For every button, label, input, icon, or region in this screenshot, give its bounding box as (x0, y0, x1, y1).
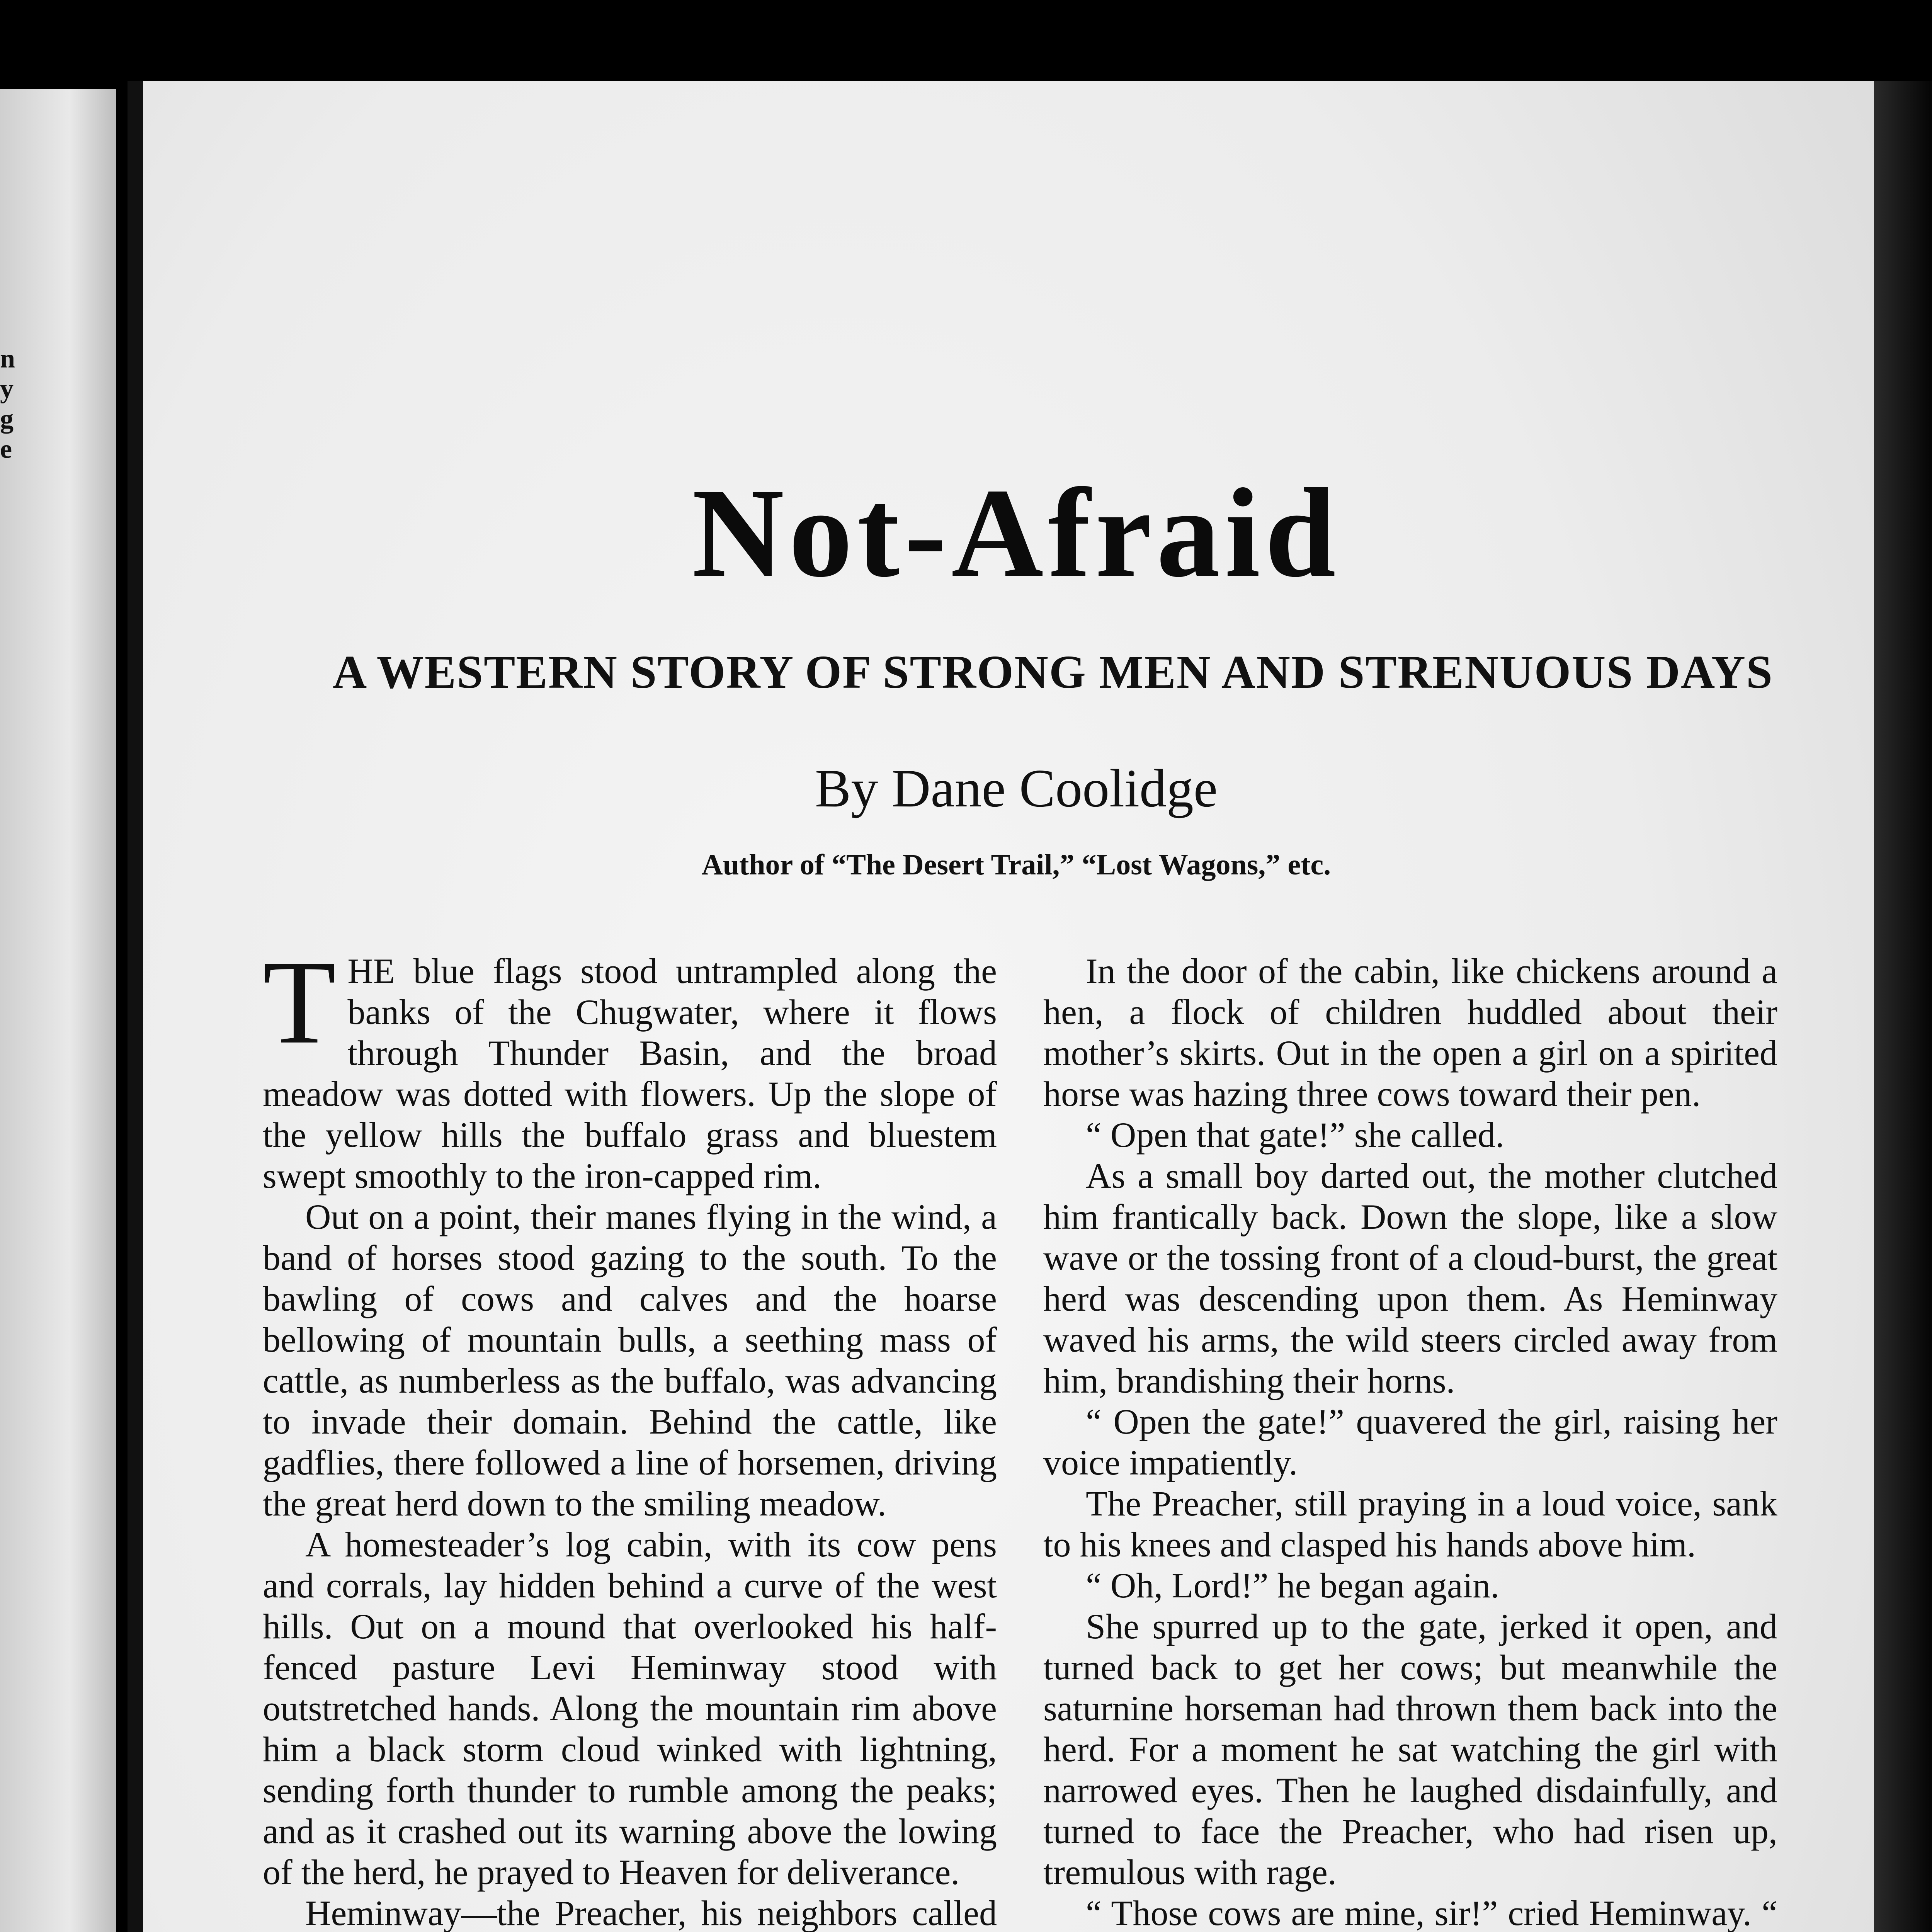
paragraph: In the door of the cabin, like chickens around a hen, a flock of children huddled about their mother’s skirts. Out in the open a girl on a spirited horse was hazing three cows toward their pen. (1043, 951, 1777, 1114)
text-column-left (263, 936, 997, 1932)
facing-page-letters (0, 344, 15, 464)
facing-page-edge (0, 89, 116, 1932)
author-credits: Author of “The Desert Trail,” “Lost Wagons,” etc. (701, 849, 1331, 881)
paragraph: “ Oh, Lord!” he began again. (1086, 1566, 1500, 1605)
paragraph: “ Open the gate!” quavered the girl, raising her voice impatiently. (1043, 1402, 1777, 1482)
paragraph (263, 936, 997, 1196)
paragraph: Heminway—the Preacher, his neighbors called (305, 1893, 997, 1932)
paragraph: She spurred up to the gate, jerked it open, and turned back to get her cows; but meanwhile the saturnine horseman had thrown them back into the herd. For a moment he sat watching the girl with narrowed eyes. Then he laughed disdainfully, and turned to face the Preacher, who had risen up, tremulous with rage. (1043, 1607, 1777, 1892)
magazine-page (128, 81, 1889, 1932)
paragraph: As a small boy darted out, the mother clutched him frantically back. Down the slope, like a slow wave or the tossing front of a cloud-burst, the great herd was descending upon them. As Heminway waved his arms, the wild steers circled away from him, brandishing their horns. (1043, 1156, 1777, 1400)
drop-cap: T (263, 936, 336, 1069)
opening-smallcaps: HE (347, 951, 395, 991)
paragraph: “ Open that gate!” she called. (1086, 1115, 1505, 1155)
story-title: Not-Afraid (692, 463, 1340, 604)
byline: By Dane Coolidge (815, 759, 1218, 818)
edge-letter: n (0, 344, 15, 374)
binding-shadow (1874, 81, 1932, 1932)
edge-letter: g (0, 404, 14, 434)
edge-letter: e (0, 434, 12, 464)
edge-letter: y (0, 374, 14, 404)
text-column-right (1043, 951, 1777, 1932)
story-subtitle: A WESTERN STORY OF STRONG MEN AND STRENUOUS DAYS (333, 646, 1773, 698)
paragraph-text: blue flags stood untrampled along the banks of the Chugwater, where it flows through Thunder Basin, and the broad meadow was dotted with flowers. Up the slope of the yellow hills the buffalo grass and bluestem swept smoothly to the iron-capped rim. (263, 951, 997, 1196)
paragraph: A homesteader’s log cabin, with its cow pens and corrals, lay hidden behind a curve of the west hills. Out on a mound that overlooked his half-fenced pasture Levi Heminway stood with outstretched hands. Along the mountain rim above him a black storm cloud winked with lightning, sending forth thunder to rumble among the peaks; and as it crashed out its warning above the lowing of the herd, he prayed to Heaven for deliverance. (263, 1525, 997, 1892)
paragraph: The Preacher, still praying in a loud voice, sank to his knees and clasped his hands above him. (1043, 1484, 1777, 1564)
paragraph: Out on a point, their manes flying in the wind, a band of horses stood gazing to the south. To the bawling of cows and calves and the hoarse bellowing of mountain bulls, a seething mass of cattle, as numberless as the buffalo, was advancing to invade their domain. Behind the cattle, like gadflies, there followed a line of horsemen, driving the great herd down to the smiling meadow. (263, 1197, 997, 1523)
paragraph: “ Those cows are mine, sir!” cried Heminway. “ (1086, 1893, 1777, 1932)
